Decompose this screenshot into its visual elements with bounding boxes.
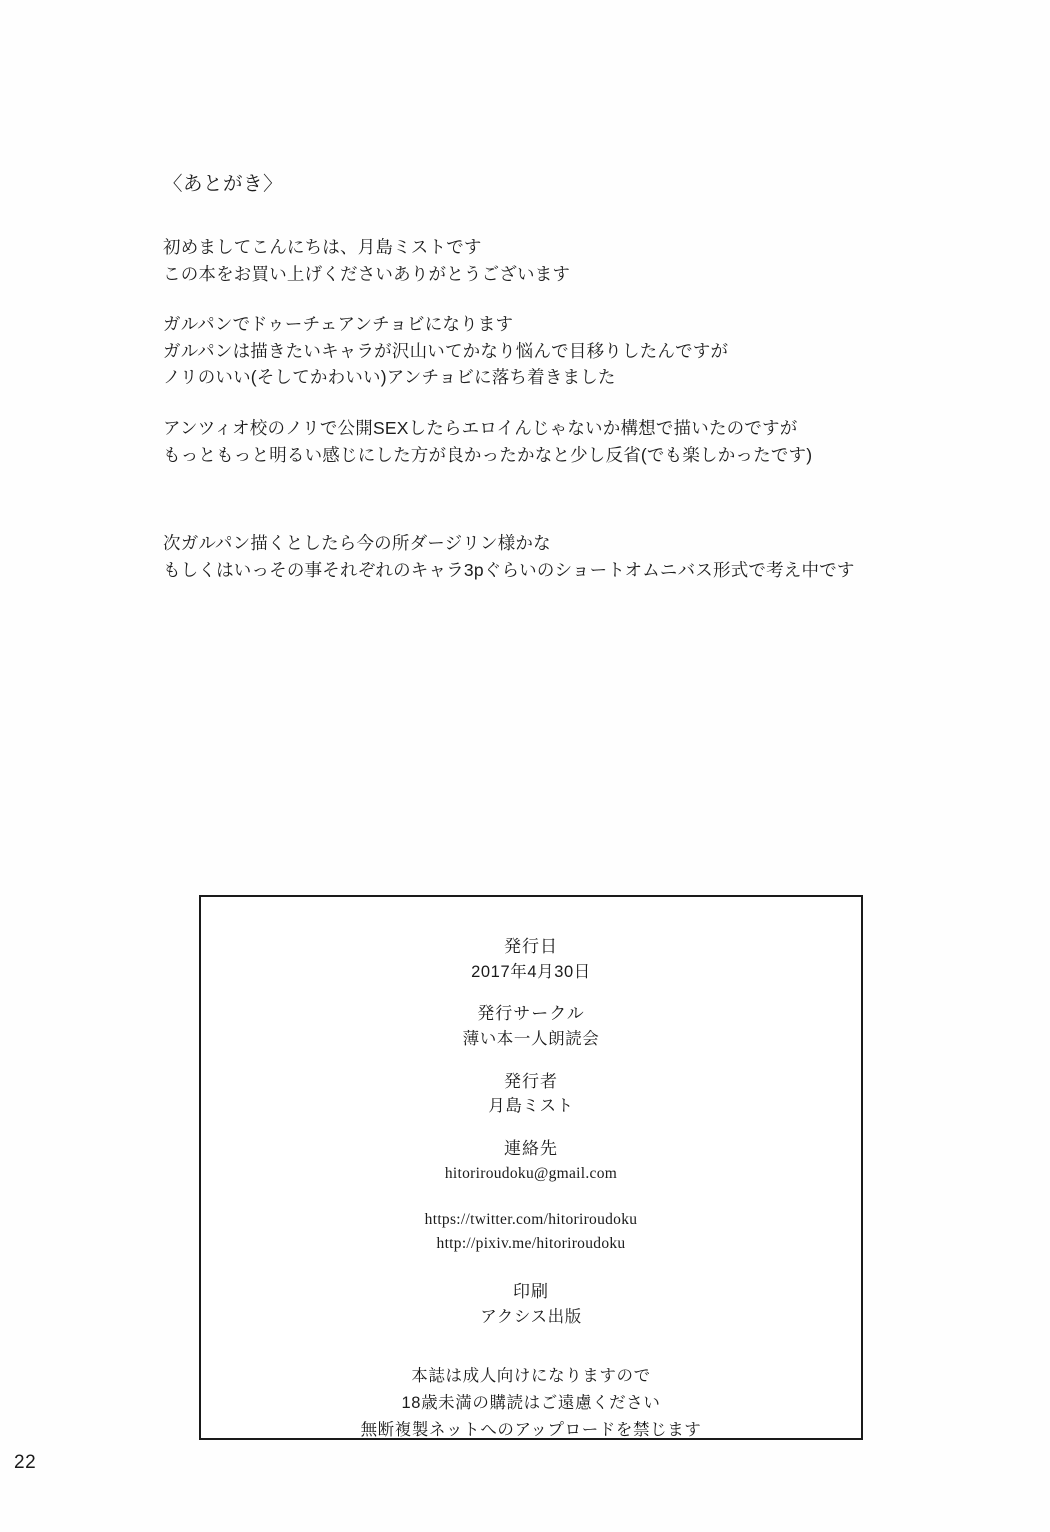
afterword-line: もっともっと明るい感じにした方が良かったかなと少し反省(でも楽しかったです): [163, 444, 813, 465]
afterword-paragraph: [163, 234, 923, 287]
printer-value: アクシス出版: [480, 1307, 582, 1326]
notice-line: 18歳未満の購読はご遠慮ください: [401, 1393, 661, 1412]
author-label: 発行者: [504, 1071, 558, 1091]
page-number: 22: [14, 1452, 37, 1473]
afterword-paragraph: [163, 415, 923, 468]
afterword-line: ノリのいい(そしてかわいい)アンチョビに落ち着きました: [163, 367, 616, 388]
pixiv-link[interactable]: http://pixiv.me/hitoriroudoku: [436, 1234, 626, 1252]
afterword-line: ガルパンでドゥーチェアンチョビになります: [163, 314, 514, 335]
colophon-author: [201, 1070, 861, 1119]
afterword-line: ガルパンは描きたいキャラが沢山いてかなり悩んで目移りしたんですが: [163, 340, 729, 361]
colophon-circle: [201, 1002, 861, 1051]
contact-email: hitoriroudoku@gmail.com: [444, 1164, 618, 1182]
colophon-printer: [201, 1280, 861, 1329]
afterword-heading: 〈あとがき〉: [163, 173, 284, 195]
afterword-line: 次ガルパン描くとしたら今の所ダージリン様かな: [163, 533, 551, 554]
colophon-contact: [201, 1137, 861, 1186]
circle-value: 薄い本一人朗読会: [462, 1030, 600, 1049]
printer-label: 印刷: [513, 1281, 549, 1301]
afterword-line: アンツィオ校のノリで公開SEXしたらエロイんじゃないか構想で描いたのですが: [163, 417, 798, 438]
contact-label: 連絡先: [504, 1139, 558, 1159]
author-value: 月島ミスト: [488, 1097, 574, 1116]
twitter-link[interactable]: https://twitter.com/hitoriroudoku: [424, 1210, 638, 1228]
afterword-section: [163, 168, 923, 607]
afterword-line: 初めましてこんにちは、月島ミストです: [163, 237, 482, 257]
afterword-line: この本をお買い上げくださいありがとうございます: [163, 263, 571, 284]
colophon-links: [201, 1208, 861, 1256]
colophon-publish-date: [201, 935, 861, 984]
publish-date-label: 発行日: [504, 937, 558, 956]
afterword-paragraph: [163, 311, 923, 391]
colophon-box: [199, 895, 863, 1440]
notice-line: 無断複製ネットへのアップロードを禁じます: [360, 1420, 702, 1439]
afterword-paragraph: [163, 530, 923, 583]
circle-label: 発行サークル: [477, 1004, 585, 1024]
notice-line: 本誌は成人向けになりますので: [411, 1367, 651, 1386]
afterword-line: もしくはいっその事それぞれのキャラ3pぐらいのショートオムニバス形式で考え中です: [163, 559, 855, 580]
publish-date-value: 2017年4月30日: [471, 962, 591, 981]
colophon-notice: [201, 1363, 861, 1443]
